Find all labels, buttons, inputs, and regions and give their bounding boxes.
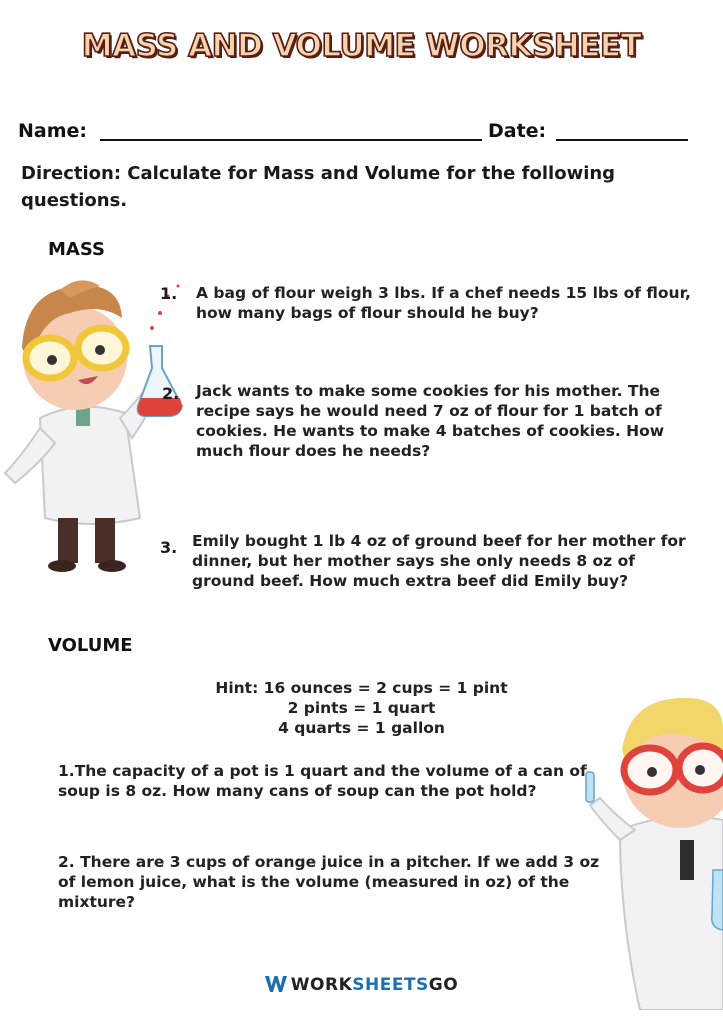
mass-q2-number: 2. xyxy=(162,384,180,403)
footer-brand xyxy=(0,975,723,995)
name-label: Name: xyxy=(18,120,88,142)
worksheet-title: MASS AND VOLUME WORKSHEET xyxy=(81,28,642,64)
brand-part-work: WORK xyxy=(290,975,353,995)
mass-q3-number: 3. xyxy=(160,538,178,557)
brand-part-go: GO xyxy=(428,975,459,995)
volume-q2-number: 2. xyxy=(58,853,75,871)
mass-q3-text: Emily bought 1 lb 4 oz of ground beef for her mother for dinner, but her mother says she only needs 8 oz of ground beef. How much extra beef did Emily buy? xyxy=(192,532,686,590)
volume-q1-text: The capacity of a pot is 1 quart and the volume of a can of soup is 8 oz. How many cans of soup can the pot hold? xyxy=(58,762,587,800)
mass-q2-text: Jack wants to make some cookies for his mother. The recipe says he would need 7 oz of flour for 1 batch of cookies. He wants to make 4 batches of cookies. How much flour does he needs? xyxy=(196,382,665,460)
direction-text: Direction: Calculate for Mass and Volume for the following questions. xyxy=(21,163,616,211)
name-line[interactable] xyxy=(100,139,482,141)
date-label: Date: xyxy=(488,120,547,142)
volume-q2-text: There are 3 cups of orange juice in a pitcher. If we add 3 oz of lemon juice, what is the volume (measured in oz) of the mixture? xyxy=(58,853,600,911)
mass-q1-number: 1. xyxy=(160,284,178,303)
scientist-girl-illustration xyxy=(580,690,723,1010)
hint-line-3: 4 quarts = 1 gallon xyxy=(278,719,445,737)
brand-logo-icon xyxy=(265,976,287,992)
hint-line-1: Hint: 16 ounces = 2 cups = 1 pint xyxy=(215,679,508,697)
hint-line-2: 2 pints = 1 quart xyxy=(287,699,436,717)
volume-q1 xyxy=(58,761,606,801)
volume-q2 xyxy=(58,852,618,912)
volume-q1-number: 1. xyxy=(58,762,75,780)
date-line[interactable] xyxy=(556,139,688,141)
volume-heading: VOLUME xyxy=(48,635,133,656)
mass-q1-text: A bag of flour weigh 3 lbs. If a chef needs 15 lbs of flour, how many bags of flour should he buy? xyxy=(196,284,691,322)
brand-part-sheets: SHEETS xyxy=(352,975,429,995)
mass-heading: MASS xyxy=(48,239,105,260)
scientist-boy-illustration xyxy=(0,268,200,580)
